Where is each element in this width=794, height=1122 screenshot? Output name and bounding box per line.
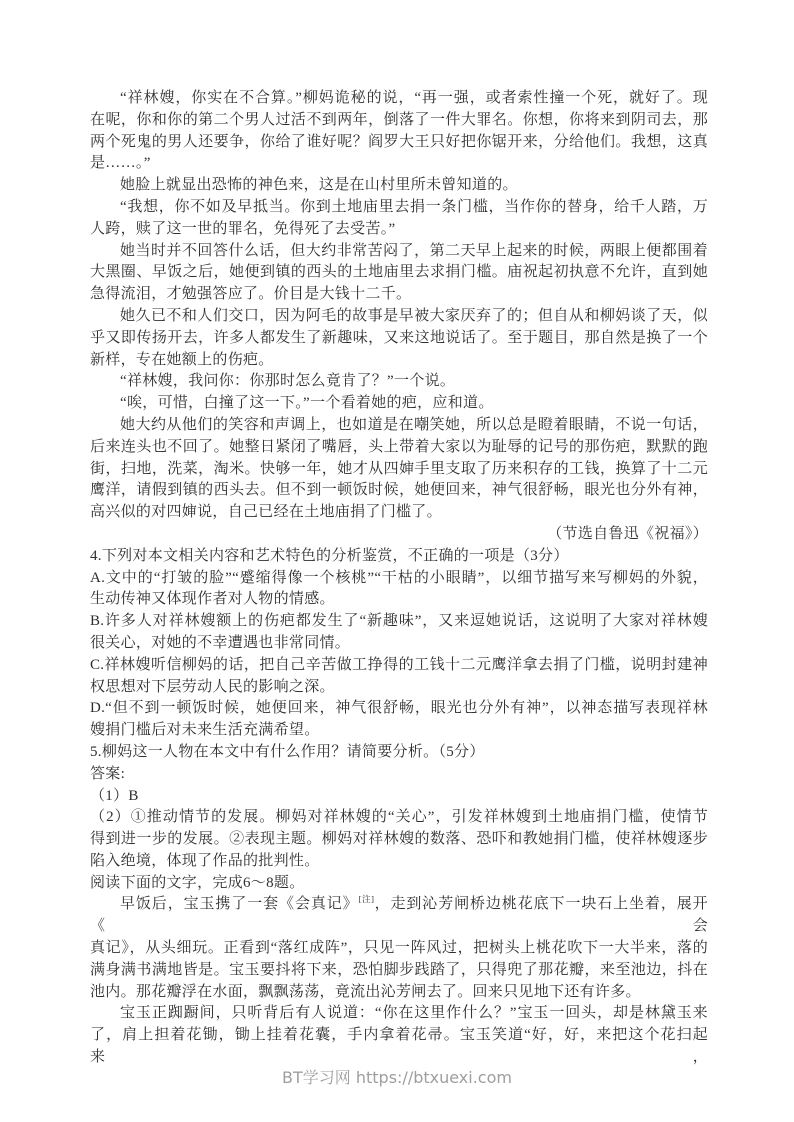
text-line: 权思想对下层劳动人民的影响之深。: [90, 678, 335, 695]
text-line: D.“但不到一顿饭时候，她便回来，神气很舒畅，眼光也分外有神”，以神态描写表现祥林: [90, 700, 708, 717]
text-line: “唉，可惜，白撞了这一下。”一个看着她的疤，应和道。: [120, 395, 494, 412]
text-line: 池内。那花瓣浮在水面，飘飘荡荡，竟流出沁芳闸去了。回来只见地下还有许多。: [90, 983, 641, 1000]
text-line: 新样，专在她额上的伤疤。: [90, 351, 274, 368]
passage-daiyu-line1-pre: 早饭后，宝玉携了一套《会真记》: [120, 896, 359, 913]
text-line: “祥林嫂，你实在不合算。”柳妈诡秘的说，“再一强，或者索性撞一个死，就好了。现: [120, 90, 708, 106]
answer-section: [90, 764, 708, 873]
question-4: [90, 546, 708, 742]
text-line: 宝玉正踟蹰间，只听背后有人说道：“你在这里作什么？”宝玉一回头，却是林黛玉来: [120, 1005, 708, 1022]
passage-zhufu-lines: [90, 88, 708, 524]
text-line: （2）①推动情节的发展。柳妈对祥林嫂的“关心”，引发祥林嫂到土地庙捐门槛，使情节: [90, 809, 708, 826]
text-line: 陷入绝境，体现了作品的批判性。: [90, 852, 320, 869]
passage-daiyu: [90, 894, 708, 1068]
text-line: C.祥林嫂听信柳妈的话，把自己辛苦做工挣得的工钱十二元鹰洋拿去捐了门槛，说明封建神: [90, 656, 708, 673]
document-body: [90, 88, 708, 1069]
text-line: 高兴似的对四婶说，自己已经在土地庙捐了门槛了。: [90, 504, 442, 521]
text-line: 生动传神又体现作者对人物的情感。: [90, 591, 335, 608]
text-line: 人跨，赎了这一世的罪名，免得死了去受苦。”: [90, 220, 396, 237]
text-line: “我想，你不如及早抵当。你到土地庙里去捐一条门槛，当作你的替身，给千人踏，万: [120, 198, 708, 215]
text-line: 后来连头也不回了。她整日紧闭了嘴唇，头上带着大家以为耻辱的记号的那伤疤，默默的跑: [90, 438, 708, 455]
text-line: 很关心，对她的不幸遭遇也非常同情。: [90, 634, 351, 651]
question-4-options: [90, 568, 708, 742]
answer-lines: [90, 786, 708, 873]
text-line: 她当时并不回答什么话，但大约非常苦闷了，第二天早上起来的时候，两眼上便都围着: [120, 242, 708, 259]
passage-daiyu-lines: [90, 938, 708, 1069]
passage-daiyu-line1: [90, 894, 708, 938]
text-line: 大黑圈、早饭之后，她便到镇的西头的土地庙里去求捐门槛。庙祝起初执意不允许，直到她: [90, 264, 708, 281]
passage-zhufu: [90, 88, 708, 546]
text-line: 两个死鬼的男人还要争，你给了谁好呢？阎罗大王只好把你锯开来，分给他们。我想，这真: [90, 133, 708, 150]
question-5: [90, 742, 708, 764]
text-line: 嫂捐门槛后对未来生活充满希望。: [90, 722, 320, 739]
text-line: 是……。”: [90, 155, 151, 172]
text-line: 她脸上就显出恐怖的神色来，这是在山村里所未曾知道的。: [120, 177, 518, 194]
answer-label: 答案:: [90, 765, 126, 782]
text-line: 真记》，从头细玩。正看到“落红成阵”，只见一阵风过，把树头上桃花吹下一大半来，落的: [90, 940, 708, 957]
text-line: 乎又即传扬开去，许多人都发生了新趣味，又来这地说话了。至于题目，那自然是换了一个: [90, 329, 708, 346]
question-4-stem: 4.下列对本文相关内容和艺术特色的分析鉴赏，不正确的一项是（3分）: [90, 547, 569, 564]
text-line: （1）B: [90, 787, 139, 804]
text-line: 在呢，你和你的第二个男人过活不到两年，倒落了一件大罪名。你想，你将来到阴司去，那: [90, 111, 708, 128]
footnote-marker: [注]: [358, 894, 374, 905]
passage-daiyu-line1-post: ，走到沁芳闸桥边桃花底下一块石上坐着，展开《会: [90, 896, 708, 935]
question-5-stem: 5.柳妈这一人物在本文中有什么作用？请简要分析。（5分）: [90, 743, 485, 760]
text-line: 鹰洋，请假到镇的西头去。但不到一顿饭时候，她便回来，神气很舒畅，眼光也分外有神，: [90, 482, 708, 499]
text-line: 急得流泪，才勉强答应了。价目是大钱十二千。: [90, 286, 412, 303]
text-line: B.许多人对祥林嫂额上的伤疤都发生了“新趣味”，又来逗她说话，这说明了大家对祥林嫂: [90, 613, 708, 630]
text-line: 她久已不和人们交口，因为阿毛的故事是早被大家厌弃了的；但自从和柳妈谈了天，似: [120, 307, 708, 324]
text-line: 了，肩上担着花锄，锄上挂着花囊，手内拿着花帚。宝玉笑道“好，好，来把这个花扫起来，: [90, 1027, 708, 1066]
text-line: “祥林嫂，我问你：你那时怎么竟肯了？”一个说。: [120, 373, 456, 390]
text-line: 满身满书满地皆是。宝玉要抖将下来，恐怕脚步践踏了，只得兜了那花瓣，来至池边，抖在: [90, 961, 708, 978]
text-line: 得到进一步的发展。②表现主题。柳妈对祥林嫂的数落、恐吓和教她捐门槛，使祥林嫂逐步: [90, 831, 708, 848]
reading-prompt: 阅读下面的文字，完成6～8题。: [90, 874, 305, 891]
citation-line: （节选自鲁迅《祝福》）: [547, 525, 708, 542]
text-line: 她大约从他们的笑容和声调上，也如道是在嘲笑她，所以总是瞪着眼睛，不说一句话，: [120, 416, 708, 433]
footer-watermark: BT学习网 https://btxuexi.com: [282, 1068, 512, 1087]
text-line: 街，扫地，洗菜，淘米。快够一年，她才从四婶手里支取了历来积存的工钱，换算了十二元: [90, 460, 708, 477]
text-line: A.文中的“打皱的脸”“蹙缩得像一个核桃”“干枯的小眼睛”，以细节描写来写柳妈的外貌，: [90, 569, 708, 586]
